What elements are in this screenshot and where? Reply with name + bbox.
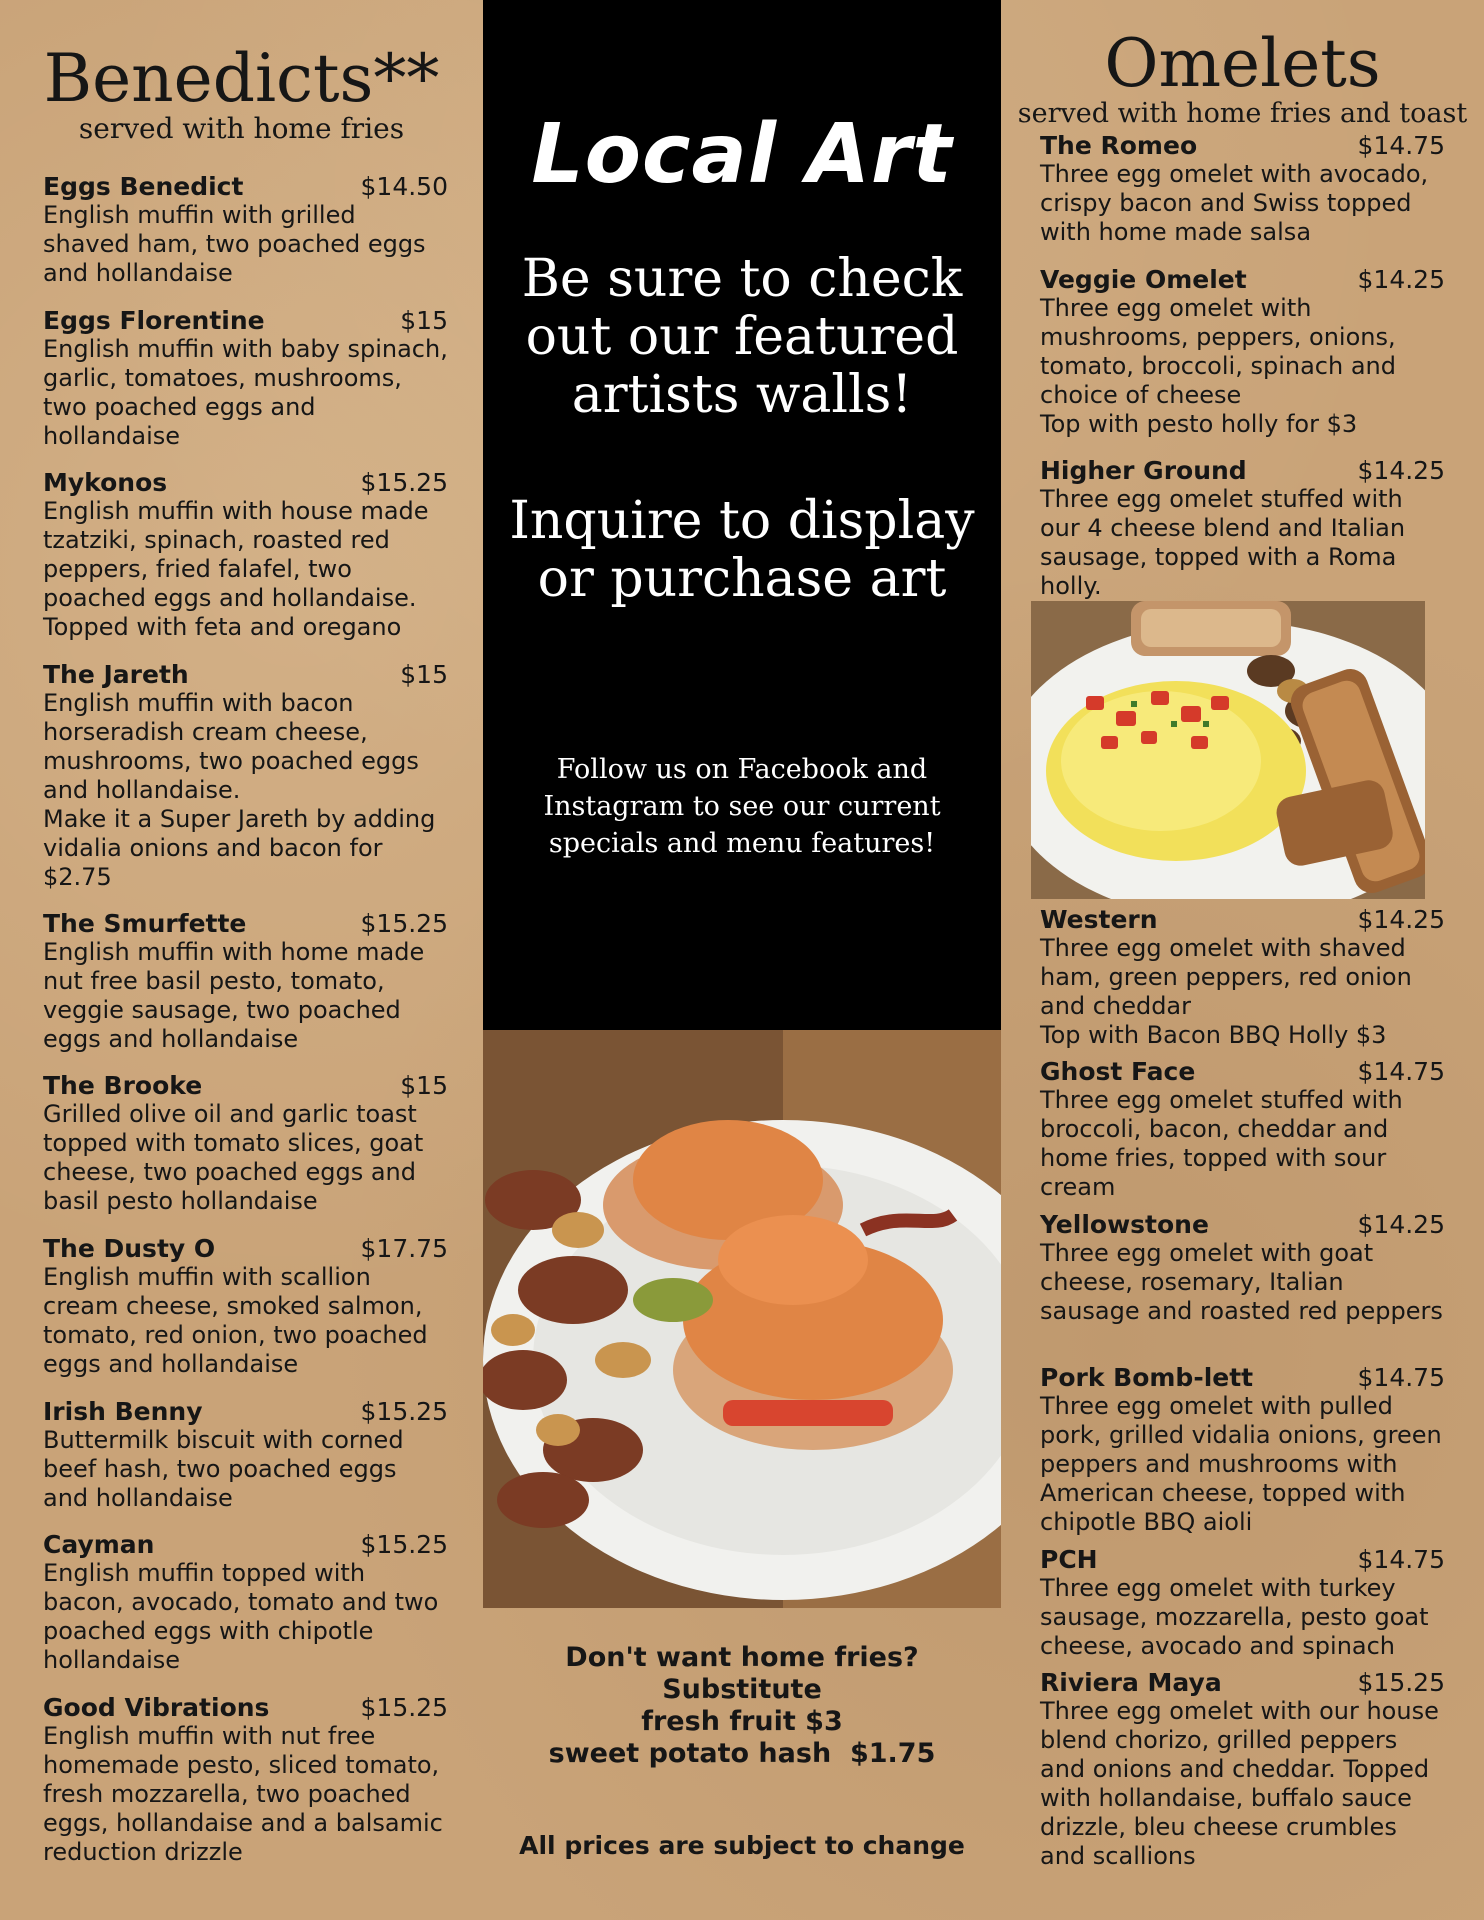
inquire-art-message: Inquire to display or purchase art <box>509 491 975 609</box>
item-name: The Brooke <box>43 1071 203 1100</box>
item-description: Three egg omelet with goat cheese, rosemary, Italian sausage and roasted red peppers <box>1040 1239 1443 1325</box>
item-name: Pork Bomb-lett <box>1040 1363 1254 1392</box>
item-description: English muffin topped with bacon, avocado, tomato and two poached eggs with chipotle hollandaise <box>43 1559 439 1674</box>
benedict-plate-illustration <box>483 1030 1001 1608</box>
item-description: Three egg omelet with turkey sausage, mozzarella, pesto goat cheese, avocado and spinach <box>1040 1574 1429 1660</box>
item-name: Veggie Omelet <box>1040 265 1247 294</box>
item-extra: Make it a Super Jareth by adding vidalia onions and bacon for $2.75 <box>43 805 436 891</box>
item-price: $14.75 <box>1357 1363 1445 1392</box>
omelet-plate-illustration <box>1031 601 1425 899</box>
price-disclaimer: All prices are subject to change <box>519 1831 965 1860</box>
item-price: $14.25 <box>1357 1210 1445 1239</box>
menu-item-irish-benny <box>43 1397 448 1513</box>
item-extra: Top with Bacon BBQ Holly $3 <box>1040 1021 1387 1049</box>
item-price: $15.25 <box>1357 1668 1445 1697</box>
menu-item-eggs-benedict <box>43 172 448 288</box>
benedicts-subtitle: served with home fries <box>78 112 405 145</box>
item-name: Higher Ground <box>1040 456 1247 485</box>
item-description: Grilled olive oil and garlic toast topped with tomato slices, goat cheese, two poached eggs and basil pesto hollandaise <box>43 1100 424 1215</box>
item-name: Mykonos <box>43 468 168 497</box>
item-name: Irish Benny <box>43 1397 203 1426</box>
substitute-fruit: fresh fruit $3 <box>641 1706 843 1737</box>
benedict-photo <box>483 1030 1001 1608</box>
menu-item-good-vibrations <box>43 1693 448 1867</box>
item-description: English muffin with nut free homemade pesto, sliced tomato, fresh mozzarella, two poached eggs, hollandaise and a balsamic reduction drizzle <box>43 1722 443 1866</box>
local-art-panel <box>483 0 1001 1030</box>
item-description: Three egg omelet with our house blend chorizo, grilled peppers and onions and cheddar. Topped with hollandaise, buffalo sauce drizzle, bleu cheese crumbles and scallions <box>1040 1697 1439 1870</box>
benedicts-title: Benedicts** <box>43 40 440 117</box>
menu-item-higher-ground <box>1040 456 1445 601</box>
item-name: Eggs Benedict <box>43 172 244 201</box>
omelets-title: Omelets <box>1104 25 1381 102</box>
item-price: $14.75 <box>1357 131 1445 160</box>
item-price: $15.25 <box>360 909 448 938</box>
menu-item-riviera-maya <box>1040 1668 1445 1871</box>
item-price: $14.75 <box>1357 1057 1445 1086</box>
omelets-subtitle: served with home fries and toast <box>1017 98 1468 129</box>
item-description: Buttermilk biscuit with corned beef hash, two poached eggs and hollandaise <box>43 1426 404 1512</box>
menu-item-the-smurfette <box>43 909 448 1054</box>
menu-item-pork-bomb-lett <box>1040 1363 1445 1537</box>
item-name: Eggs Florentine <box>43 306 265 335</box>
menu-item-western <box>1040 905 1445 1050</box>
menu-item-ghost-face <box>1040 1057 1445 1202</box>
menu-item-pch <box>1040 1545 1445 1661</box>
item-price: $14.50 <box>360 172 448 201</box>
item-description: English muffin with bacon horseradish cream cheese, mushrooms, two poached eggs and hollandaise. <box>43 689 419 804</box>
item-price: $14.75 <box>1357 1545 1445 1574</box>
item-extra: Top with pesto holly for $3 <box>1040 410 1358 438</box>
item-price: $15 <box>400 660 448 689</box>
menu-item-yellowstone <box>1040 1210 1445 1326</box>
menu-item-the-brooke <box>43 1071 448 1216</box>
social-follow-message: Follow us on Facebook and Instagram to see our current specials and menu features! <box>543 754 941 859</box>
item-price: $15.25 <box>360 1530 448 1559</box>
item-name: Good Vibrations <box>43 1693 270 1722</box>
substitute-sweet-potato: sweet potato hash $1.75 <box>548 1738 936 1769</box>
benedicts-section <box>0 0 483 1920</box>
item-description: English muffin with grilled shaved ham, two poached eggs and hollandaise <box>43 201 426 287</box>
menu-item-veggie-omelet <box>1040 265 1445 439</box>
item-price: $15 <box>400 1071 448 1100</box>
item-price: $14.25 <box>1357 905 1445 934</box>
menu-item-cayman <box>43 1530 448 1675</box>
item-price: $14.25 <box>1357 265 1445 294</box>
substitute-label: Substitute <box>662 1674 822 1705</box>
featured-artists-message: Be sure to check out our featured artists walls! <box>521 249 963 425</box>
item-description: English muffin with home made nut free basil pesto, tomato, veggie sausage, two poached eggs and hollandaise <box>43 938 425 1053</box>
local-art-title: Local Art <box>531 107 953 202</box>
item-description: Three egg omelet with shaved ham, green peppers, red onion and cheddar <box>1040 934 1412 1020</box>
item-description: Three egg omelet with pulled pork, grilled vidalia onions, green peppers and mushrooms with American cheese, topped with chipotle BBQ aioli <box>1040 1392 1442 1536</box>
substitute-notice <box>483 1642 1001 1770</box>
item-name: PCH <box>1040 1545 1098 1574</box>
item-name: Cayman <box>43 1530 155 1559</box>
item-description: Three egg omelet with mushrooms, peppers, onions, tomato, broccoli, spinach and choice of cheese <box>1040 294 1396 409</box>
item-price: $15.25 <box>360 1693 448 1722</box>
item-name: The Dusty O <box>43 1234 216 1263</box>
menu-item-the-romeo <box>1040 131 1445 247</box>
menu-item-the-jareth <box>43 660 448 892</box>
item-name: The Jareth <box>43 660 189 689</box>
item-price: $14.25 <box>1357 456 1445 485</box>
menu-item-the-dusty-o <box>43 1234 448 1379</box>
item-price: $15 <box>400 306 448 335</box>
item-name: Riviera Maya <box>1040 1668 1222 1697</box>
item-description: Three egg omelet stuffed with broccoli, bacon, cheddar and home fries, topped with sour cream <box>1040 1086 1403 1201</box>
item-name: Yellowstone <box>1040 1210 1209 1239</box>
item-description: Three egg omelet with avocado, crispy bacon and Swiss topped with home made salsa <box>1040 160 1429 246</box>
item-name: Western <box>1040 905 1158 934</box>
item-description: Three egg omelet stuffed with our 4 cheese blend and Italian sausage, topped with a Roma holly. <box>1040 485 1406 600</box>
menu-item-mykonos <box>43 468 448 642</box>
item-price: $15.25 <box>360 468 448 497</box>
item-description: English muffin with scallion cream cheese, smoked salmon, tomato, red onion, two poached eggs and hollandaise <box>43 1263 428 1378</box>
item-name: The Smurfette <box>43 909 247 938</box>
substitute-question: Don't want home fries? <box>565 1642 919 1673</box>
menu-item-eggs-florentine <box>43 306 448 451</box>
item-price: $15.25 <box>360 1397 448 1426</box>
item-description: English muffin with baby spinach, garlic, tomatoes, mushrooms, two poached eggs and hollandaise <box>43 335 448 450</box>
item-name: Ghost Face <box>1040 1057 1196 1086</box>
item-description: English muffin with house made tzatziki, spinach, roasted red peppers, fried falafel, two poached eggs and hollandaise. Topped with feta and oregano <box>43 497 429 641</box>
item-name: The Romeo <box>1040 131 1198 160</box>
item-price: $17.75 <box>360 1234 448 1263</box>
omelet-photo <box>1031 601 1425 899</box>
